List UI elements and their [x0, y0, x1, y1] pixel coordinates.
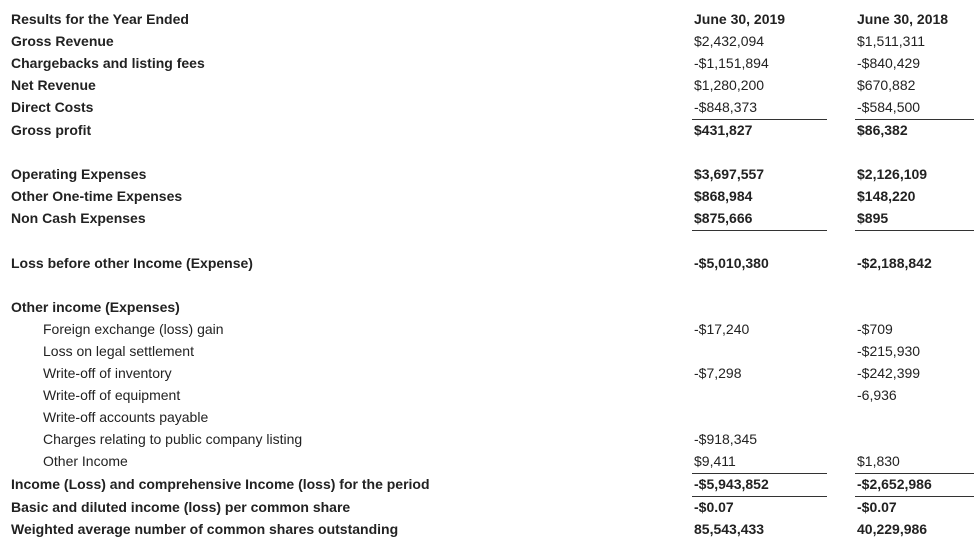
row-label: Gross Revenue: [11, 33, 114, 49]
row-write-off-payable: [0, 407, 980, 429]
row-label: Basic and diluted income (loss) per common share: [11, 499, 351, 515]
value-2018: $895: [857, 210, 889, 226]
row-legal-settlement: [0, 341, 980, 363]
header-row: [0, 9, 980, 31]
value-2019: $875,666: [694, 210, 753, 226]
row-label: Other Income: [43, 453, 128, 469]
row-eps: [0, 497, 980, 519]
subtotal-rule: [855, 230, 974, 231]
row-net-revenue: [0, 75, 980, 97]
row-net-loss: [0, 474, 980, 496]
value-2019: $2,432,094: [694, 33, 765, 49]
value-2018: -$709: [857, 321, 893, 337]
value-2018: 40,229,986: [857, 521, 928, 537]
value-2019: -$918,345: [694, 431, 758, 447]
value-2019: -$1,151,894: [694, 55, 769, 71]
value-2018: $1,511,311: [857, 33, 925, 49]
value-2018: $86,382: [857, 122, 908, 138]
row-operating-expenses: [0, 164, 980, 186]
value-2019: $868,984: [694, 188, 753, 204]
value-2019: -$5,943,852: [694, 476, 769, 492]
row-one-time-expenses: [0, 186, 980, 208]
value-2019: $9,411: [694, 453, 736, 469]
value-2018: $670,882: [857, 77, 916, 93]
row-gross-profit: [0, 120, 980, 142]
row-label: Write-off of equipment: [43, 387, 181, 403]
value-2018: -$2,652,986: [857, 476, 932, 492]
row-label: Loss on legal settlement: [43, 343, 194, 359]
row-label: Direct Costs: [11, 99, 94, 115]
row-direct-costs: [0, 97, 980, 119]
subtotal-rule: [692, 230, 827, 231]
row-foreign-exchange: [0, 319, 980, 341]
value-2019: -$17,240: [694, 321, 750, 337]
row-other-income-heading: [0, 297, 980, 319]
row-label: Charges relating to public company listing: [43, 431, 303, 447]
value-2018: -6,936: [857, 387, 897, 403]
row-chargebacks: [0, 53, 980, 75]
value-2018: -$584,500: [857, 99, 921, 115]
row-label: Gross profit: [11, 122, 92, 138]
row-non-cash-expenses: [0, 208, 980, 230]
value-2018: $148,220: [857, 188, 916, 204]
value-2019: -$5,010,380: [694, 255, 769, 271]
row-label: Other One-time Expenses: [11, 188, 183, 204]
value-2019: -$0.07: [694, 499, 734, 515]
row-label: Non Cash Expenses: [11, 210, 146, 226]
value-2018: -$242,399: [857, 365, 921, 381]
row-label: Loss before other Income (Expense): [11, 255, 253, 271]
row-write-off-equipment: [0, 385, 980, 407]
row-weighted-shares: [0, 519, 980, 541]
period-label: Results for the Year Ended: [11, 11, 189, 27]
row-label: Foreign exchange (loss) gain: [43, 321, 224, 337]
value-2018: -$840,429: [857, 55, 921, 71]
row-other-income: [0, 451, 980, 473]
value-2019: $3,697,557: [694, 166, 765, 182]
value-2019: 85,543,433: [694, 521, 765, 537]
value-2018: -$2,188,842: [857, 255, 932, 271]
row-label: Net Revenue: [11, 77, 96, 93]
row-label: Operating Expenses: [11, 166, 147, 182]
row-loss-before-other-income: [0, 253, 980, 275]
section-heading: Other income (Expenses): [11, 299, 180, 315]
row-label: Write-off of inventory: [43, 365, 172, 381]
value-2018: $2,126,109: [857, 166, 928, 182]
value-2018: -$0.07: [857, 499, 897, 515]
value-2019: -$7,298: [694, 365, 742, 381]
value-2019: $1,280,200: [694, 77, 765, 93]
row-label: Chargebacks and listing fees: [11, 55, 205, 71]
value-2018: -$215,930: [857, 343, 921, 359]
value-2019: $431,827: [694, 122, 753, 138]
row-label: Income (Loss) and comprehensive Income (loss) for the period: [11, 476, 430, 492]
row-gross-revenue: [0, 31, 980, 53]
value-2018: $1,830: [857, 453, 900, 469]
row-write-off-inventory: [0, 363, 980, 385]
column-header-2018: June 30, 2018: [857, 11, 949, 27]
column-header-2019: June 30, 2019: [694, 11, 786, 27]
row-public-listing-charges: [0, 429, 980, 451]
value-2019: -$848,373: [694, 99, 758, 115]
row-label: Weighted average number of common shares outstanding: [11, 521, 399, 537]
row-label: Write-off accounts payable: [43, 409, 209, 425]
